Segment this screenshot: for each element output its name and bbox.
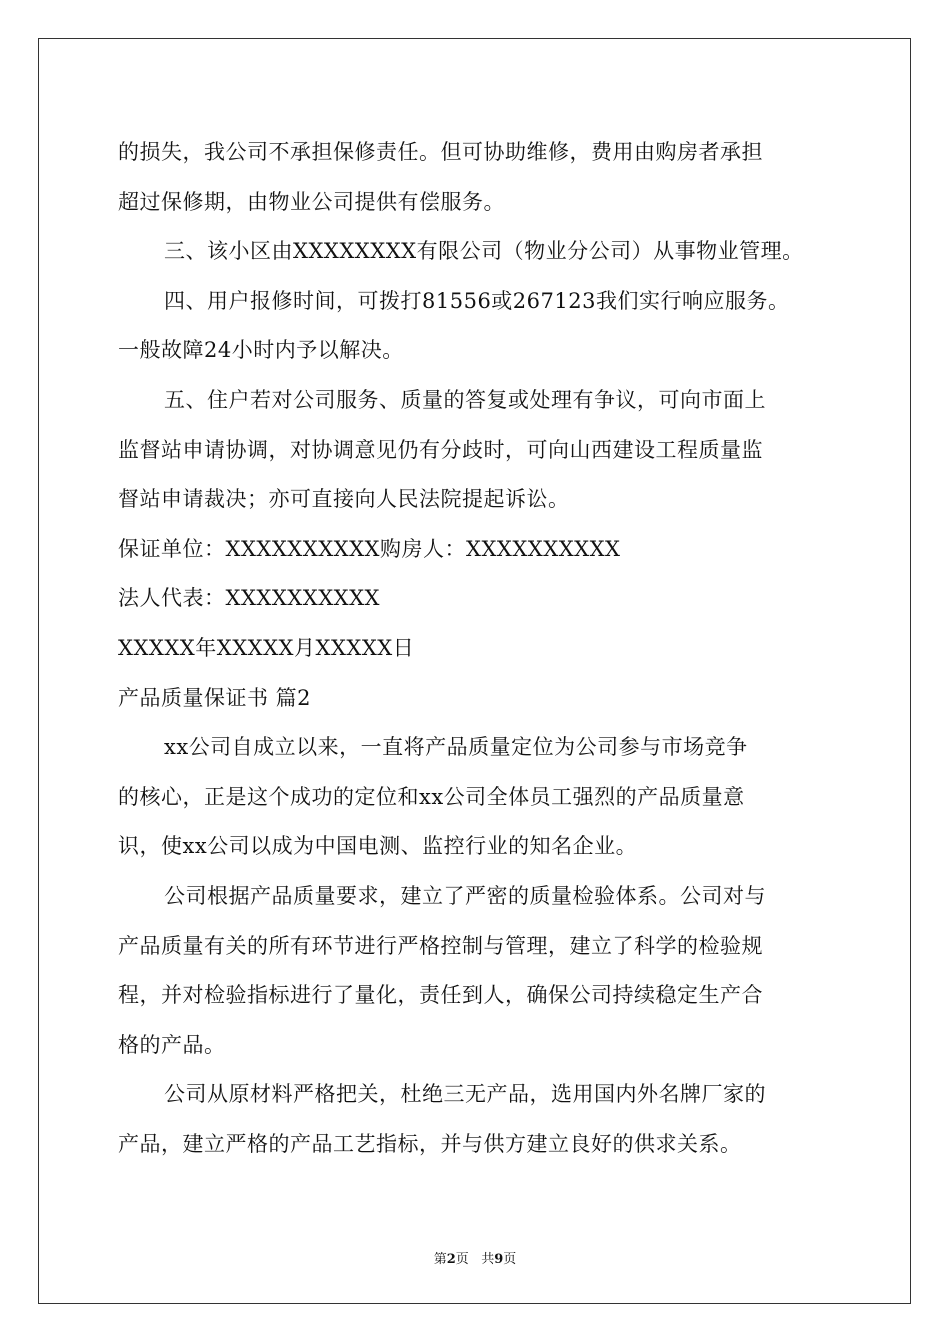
text-line: 一般故障24小时内予以解决。 bbox=[118, 338, 404, 363]
text-line: 识，使xx公司以成为中国电测、监控行业的知名企业。 bbox=[118, 834, 638, 859]
text-line: 监督站申请协调，对协调意见仍有分歧时，可向山西建设工程质量监 bbox=[118, 437, 763, 462]
page-total: 9 bbox=[494, 1252, 504, 1267]
total-unit: 页 bbox=[503, 1252, 517, 1267]
section-heading: 产品质量保证书 篇2 bbox=[118, 685, 312, 710]
signature-line-guarantor: 保证单位：XXXXXXXXXX购房人：XXXXXXXXXX bbox=[118, 536, 621, 561]
date-line: XXXXX年XXXXX月XXXXX日 bbox=[118, 635, 415, 660]
text-line: 督站申请裁决；亦可直接向人民法院提起诉讼。 bbox=[118, 487, 570, 512]
text-line: xx公司自成立以来，一直将产品质量定位为公司参与市场竞争 bbox=[164, 735, 748, 760]
page-unit: 页 bbox=[455, 1252, 469, 1267]
text-line: 的损失，我公司不承担保修责任。但可协助维修，费用由购房者承担 bbox=[118, 140, 763, 164]
total-prefix: 共 bbox=[481, 1252, 495, 1267]
signature-line-legal-rep: 法人代表：XXXXXXXXXX bbox=[118, 586, 381, 611]
page-current: 2 bbox=[446, 1252, 456, 1267]
text-line: 格的产品。 bbox=[118, 1032, 226, 1057]
text-line: 程，并对检验指标进行了量化，责任到人，确保公司持续稳定生产合 bbox=[118, 983, 763, 1008]
text-line: 五、住户若对公司服务、质量的答复或处理有争议，可向市面上 bbox=[164, 387, 766, 412]
text-line: 三、该小区由XXXXXXXX有限公司（物业分公司）从事物业管理。 bbox=[164, 239, 804, 264]
document-body bbox=[118, 128, 838, 1169]
text-line: 的核心，正是这个成功的定位和xx公司全体员工强烈的产品质量意 bbox=[118, 784, 745, 809]
text-line: 四、用户报修时间，可拨打81556或267123我们实行响应服务。 bbox=[164, 288, 790, 313]
text-line: 产品质量有关的所有环节进行严格控制与管理，建立了科学的检验规 bbox=[118, 933, 763, 958]
text-line: 超过保修期，由物业公司提供有偿服务。 bbox=[118, 189, 505, 214]
page-footer bbox=[0, 1248, 950, 1267]
text-line: 产品，建立严格的产品工艺指标，并与供方建立良好的供求关系。 bbox=[118, 1131, 742, 1156]
text-line: 公司从原材料严格把关，杜绝三无产品，选用国内外名牌厂家的 bbox=[164, 1082, 766, 1107]
page-prefix: 第 bbox=[433, 1252, 447, 1267]
text-line: 公司根据产品质量要求，建立了严密的质量检验体系。公司对与 bbox=[164, 883, 766, 908]
